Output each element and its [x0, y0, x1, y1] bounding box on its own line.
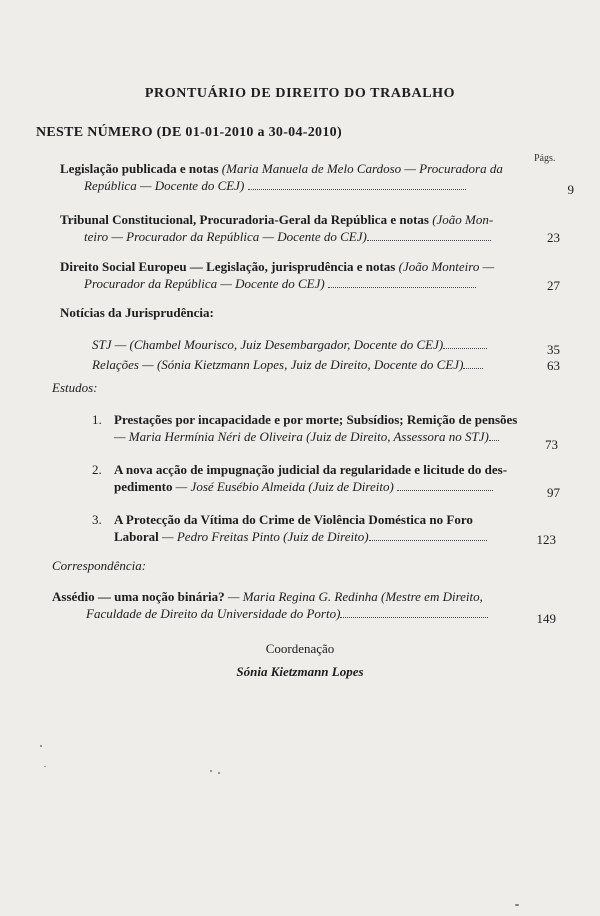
jurisprudencia-item-relacoes: [92, 356, 522, 373]
section-heading-jurisprudencia: Notícias da Jurisprudência:: [60, 305, 214, 320]
page-number: 63: [547, 358, 560, 373]
scan-speck: [515, 904, 519, 906]
section-heading-correspondencia: Correspondência:: [52, 558, 147, 573]
issue-heading: NESTE NÚMERO (DE 01-01-2010 a 30-04-2010): [36, 125, 342, 140]
toc-entry-tribunal-constitucional: [60, 211, 560, 245]
entry-author-cont: teiro — Procurador da República — Docente do CEJ): [84, 229, 367, 244]
correspondencia-item: [52, 588, 522, 622]
dot-leader: [369, 539, 487, 541]
page-title: PRONTUÁRIO DE DIREITO DO TRABALHO: [144, 86, 456, 101]
jurisprudencia-item-stj: [92, 336, 522, 353]
estudo-item-1: [92, 411, 532, 445]
coordinator-name: Sónia Kietzmann Lopes: [236, 664, 364, 679]
item-title-cont: Laboral: [114, 529, 159, 544]
item-title: A nova acção de impugnação judicial da regularidade e licitude do des-: [114, 462, 508, 477]
scan-speck: [218, 772, 220, 774]
dot-leader: [463, 367, 483, 369]
page-number: 123: [536, 532, 556, 547]
page-number: 23: [547, 230, 560, 245]
scan-speck: [40, 745, 42, 747]
item-title: Assédio — uma noção binária?: [52, 589, 225, 604]
page-number: 73: [545, 437, 558, 452]
item-author: — Maria Hermínia Néri de Oliveira (Juiz de Direito, Assessora no STJ): [114, 429, 489, 444]
page-number: 97: [547, 485, 560, 500]
entry-author: (Maria Manuela de Melo Cardoso — Procuradora da: [218, 161, 503, 176]
page-number: 149: [536, 611, 556, 626]
pages-column-label: Págs.: [534, 153, 556, 164]
dot-leader: [367, 239, 491, 241]
scan-speck: [210, 770, 212, 772]
dot-leader: [340, 616, 488, 618]
dot-leader: [397, 489, 493, 491]
estudo-item-3: [92, 511, 532, 545]
item-author-cont: Faculdade de Direito da Universidade do Porto): [86, 606, 341, 621]
toc-entry-legislacao: [60, 160, 560, 194]
item-title: Prestações por incapacidade e por morte; Subsídios; Remição de pensões: [114, 412, 518, 427]
entry-title: Legislação publicada e notas: [60, 161, 219, 176]
toc-entry-direito-social-europeu: [60, 258, 560, 292]
page-number: 35: [547, 342, 560, 357]
item-text: Relações — (Sónia Kietzmann Lopes, Juiz de Direito, Docente do CEJ): [92, 357, 464, 372]
entry-title: Tribunal Constitucional, Procuradoria-Geral da República e notas: [60, 212, 429, 227]
dot-leader: [328, 286, 476, 288]
item-author: — Pedro Freitas Pinto (Juiz de Direito): [158, 529, 369, 544]
coordination-label: Coordenação: [265, 641, 335, 656]
item-number: 1.: [92, 412, 102, 427]
entry-author: (João Monteiro —: [395, 259, 495, 274]
page-number: 9: [567, 182, 574, 197]
estudo-item-2: [92, 461, 532, 495]
entry-title: Direito Social Europeu — Legislação, jurisprudência e notas: [60, 259, 396, 274]
dot-leader: [443, 347, 487, 349]
item-title: A Protecção da Vítima do Crime de Violência Doméstica no Foro: [114, 512, 473, 527]
item-title-cont: pedimento: [114, 479, 173, 494]
item-number: 3.: [92, 512, 102, 527]
entry-author: (João Mon-: [428, 212, 494, 227]
item-author: — José Eusébio Almeida (Juiz de Direito): [172, 479, 394, 494]
scan-speck: [44, 766, 46, 767]
entry-author-cont: Procurador da República — Docente do CEJ): [84, 276, 325, 291]
page-number: 27: [547, 278, 560, 293]
section-heading-estudos: Estudos:: [52, 380, 98, 395]
dot-leader: [248, 188, 466, 190]
item-number: 2.: [92, 462, 102, 477]
item-author: — Maria Regina G. Redinha (Mestre em Direito,: [224, 589, 483, 604]
entry-author-cont: República — Docente do CEJ): [84, 178, 245, 193]
item-text: STJ — (Chambel Mourisco, Juiz Desembargador, Docente do CEJ): [92, 337, 444, 352]
dot-leader: [489, 439, 499, 441]
